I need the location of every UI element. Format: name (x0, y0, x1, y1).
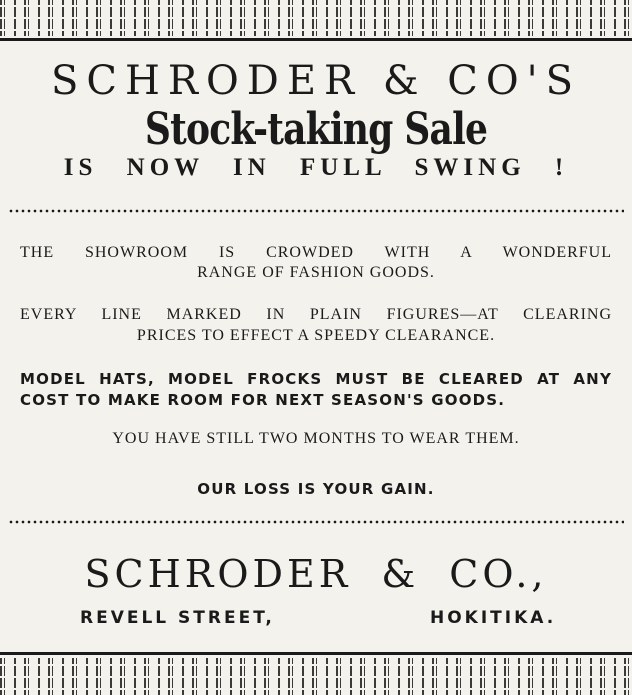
company-name-header: SCHRODER & CO'S (50, 58, 582, 104)
sale-title: Stock-taking Sale (144, 104, 488, 155)
top-decorative-border (0, 0, 632, 36)
paragraph-3-line-2: COST TO MAKE ROOM FOR NEXT SEASON'S GOODS. (20, 391, 506, 409)
dotted-divider-top (8, 209, 624, 213)
paragraph-1-line-1: THE SHOWROOM IS CROWDED WITH A WONDERFUL (20, 244, 612, 261)
town: HOKITIKA. (430, 608, 557, 628)
sale-subtitle: IS NOW IN FULL SWING ! (63, 154, 569, 181)
paragraph-5: OUR LOSS IS YOUR GAIN. (197, 480, 435, 498)
paragraph-1-line-2: RANGE OF FASHION GOODS. (197, 264, 435, 281)
paragraph-2-line-2: PRICES TO EFFECT A SPEEDY CLEARANCE. (136, 327, 496, 344)
paragraph-4: YOU HAVE STILL TWO MONTHS TO WEAR THEM. (112, 430, 520, 447)
paragraph-2-line-1: EVERY LINE MARKED IN PLAIN FIGURES—AT CLEARING (20, 306, 612, 323)
street-address: REVELL STREET, (80, 608, 275, 628)
top-rule (0, 38, 632, 41)
company-name-footer: SCHRODER & CO., (84, 552, 548, 596)
dotted-divider-bottom (8, 520, 624, 524)
bottom-rule (0, 652, 632, 655)
bottom-decorative-border (0, 658, 632, 695)
paragraph-3-line-1: MODEL HATS, MODEL FROCKS MUST BE CLEARED AT ANY (20, 370, 612, 388)
